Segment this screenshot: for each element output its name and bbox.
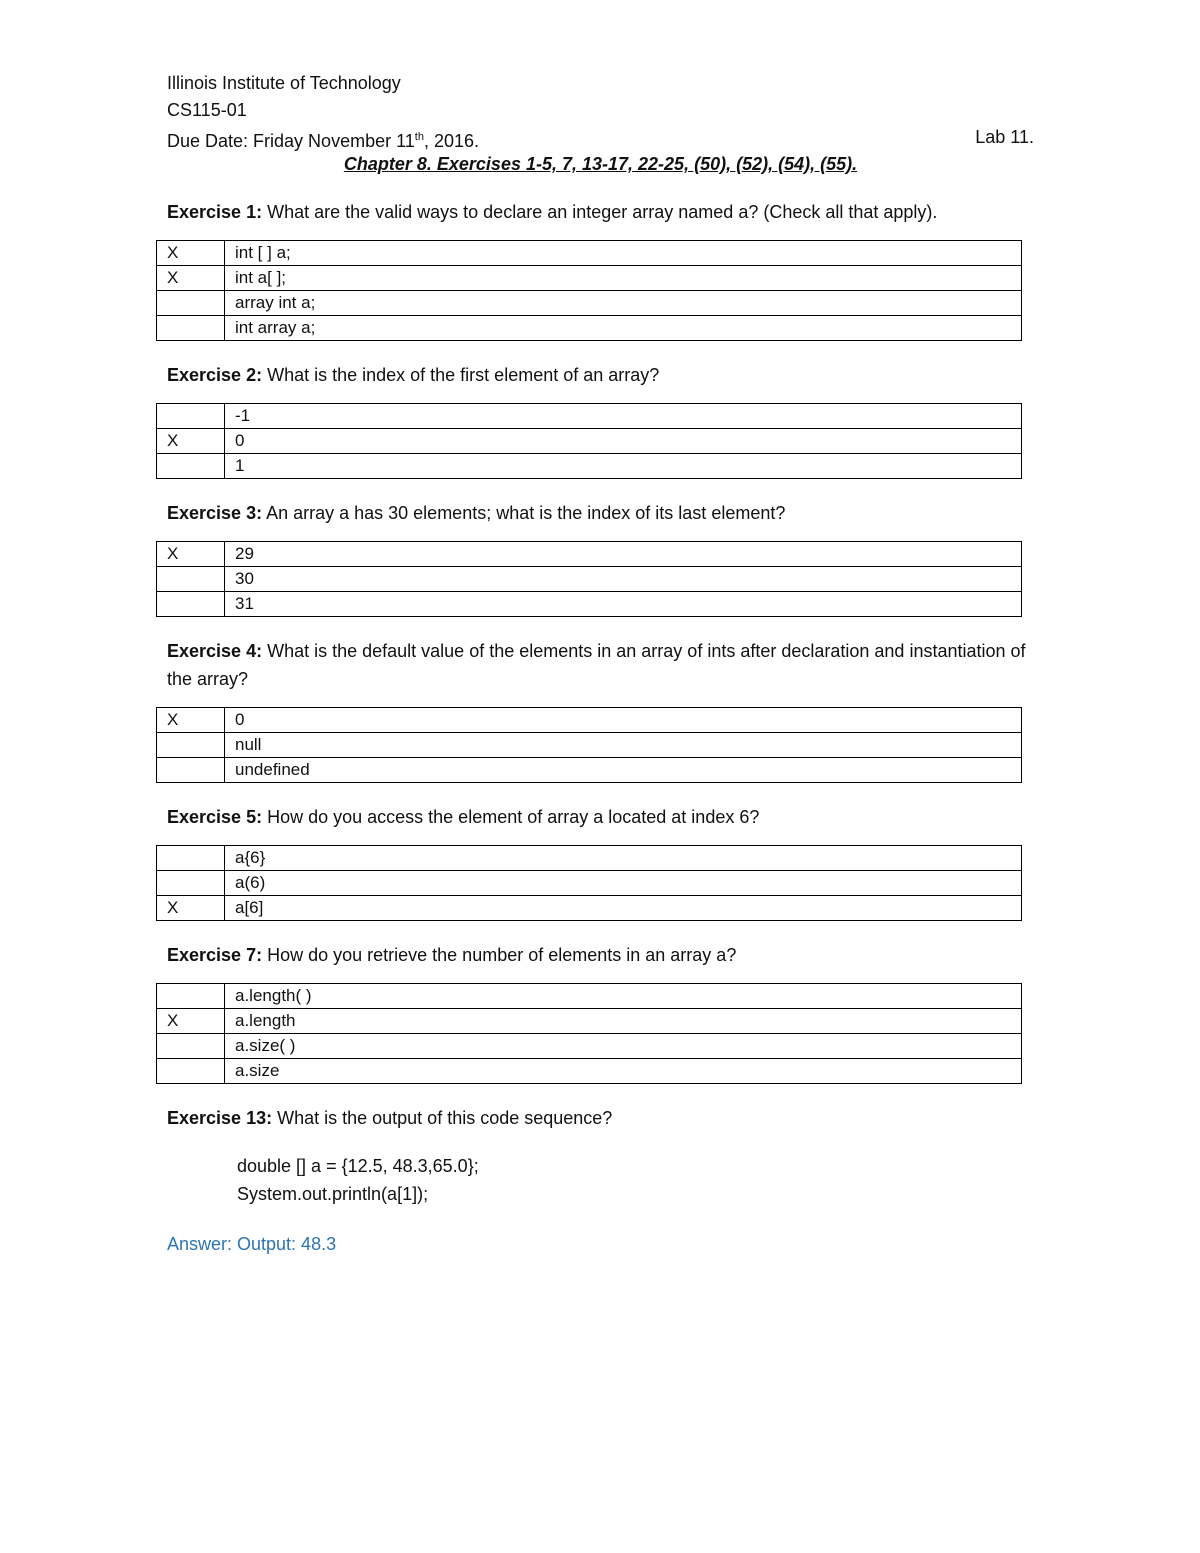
option-mark: X (157, 266, 225, 291)
option-mark (157, 291, 225, 316)
institution-name: Illinois Institute of Technology (167, 73, 401, 93)
option-row (157, 291, 1022, 316)
option-text: 31 (225, 592, 1022, 617)
exercise-label: Exercise 5: (167, 807, 263, 827)
option-mark: X (157, 896, 225, 921)
chapter-heading: Chapter 8. Exercises 1-5, 7, 13-17, 22-25, (50), (52), (54), (55). (343, 154, 858, 174)
option-mark (157, 404, 225, 429)
option-row (157, 984, 1022, 1009)
options-table (156, 845, 1022, 921)
exercise-question-block (167, 198, 1034, 226)
exercise-question-block (167, 803, 1034, 831)
due-date: Due Date: Friday November 11th, 2016. (167, 131, 480, 151)
option-mark (157, 846, 225, 871)
option-row (157, 542, 1022, 567)
option-text: a.size (225, 1059, 1022, 1084)
option-row (157, 896, 1022, 921)
course-code: CS115-01 (167, 100, 247, 120)
option-mark: X (157, 708, 225, 733)
option-mark (157, 871, 225, 896)
option-row (157, 567, 1022, 592)
option-text: 30 (225, 567, 1022, 592)
option-row (157, 1009, 1022, 1034)
exercise-question: What is the output of this code sequence? (272, 1108, 613, 1128)
option-row (157, 592, 1022, 617)
option-row (157, 241, 1022, 266)
option-mark (157, 567, 225, 592)
option-text: 0 (225, 708, 1022, 733)
option-row (157, 871, 1022, 896)
option-mark: X (157, 429, 225, 454)
lab-number: Lab 11. (975, 127, 1034, 147)
option-mark (157, 758, 225, 783)
option-row (157, 708, 1022, 733)
code-line: System.out.println(a[1]); (237, 1184, 429, 1204)
options-table (156, 707, 1022, 783)
exercise-list (167, 198, 1034, 1084)
exercise-label: Exercise 4: (167, 641, 263, 661)
option-mark: X (157, 542, 225, 567)
option-mark (157, 592, 225, 617)
exercise-label: Exercise 13: (167, 1108, 273, 1128)
exercise-question-block (167, 941, 1034, 969)
code-line: double [] a = {12.5, 48.3,65.0}; (237, 1156, 479, 1176)
option-row (157, 1034, 1022, 1059)
exercise-question: How do you access the element of array a located at index 6? (262, 807, 760, 827)
option-mark (157, 1034, 225, 1059)
options-table (156, 983, 1022, 1084)
option-text: int array a; (225, 316, 1022, 341)
exercise-label: Exercise 3: (167, 503, 263, 523)
option-text: a.length (225, 1009, 1022, 1034)
option-text: -1 (225, 404, 1022, 429)
option-row (157, 1059, 1022, 1084)
exercise-question: What are the valid ways to declare an integer array named a? (Check all that apply). (262, 202, 938, 222)
option-text: undefined (225, 758, 1022, 783)
exercise-question-block (167, 637, 1034, 693)
option-text: a(6) (225, 871, 1022, 896)
exercise-question-block (167, 499, 1034, 527)
exercise-label: Exercise 1: (167, 202, 263, 222)
option-text: a.length( ) (225, 984, 1022, 1009)
option-row (157, 454, 1022, 479)
options-table (156, 403, 1022, 479)
options-table (156, 240, 1022, 341)
exercise-question: How do you retrieve the number of elements in an array a? (262, 945, 737, 965)
option-text: int [ ] a; (225, 241, 1022, 266)
option-row (157, 733, 1022, 758)
option-row (157, 316, 1022, 341)
options-table (156, 541, 1022, 617)
option-row (157, 846, 1022, 871)
document-content (167, 70, 1034, 1258)
option-text: a[6] (225, 896, 1022, 921)
option-text: 29 (225, 542, 1022, 567)
option-text: null (225, 733, 1022, 758)
answer-text: Answer: Output: 48.3 (167, 1234, 337, 1254)
option-mark (157, 454, 225, 479)
option-mark (157, 1059, 225, 1084)
option-row (157, 758, 1022, 783)
option-mark: X (157, 1009, 225, 1034)
option-mark (157, 733, 225, 758)
option-text: a{6} (225, 846, 1022, 871)
due-date-line (167, 124, 1034, 151)
option-text: a.size( ) (225, 1034, 1022, 1059)
exercise-question: What is the index of the first element of an array? (262, 365, 660, 385)
code-block (237, 1152, 1034, 1208)
option-row (157, 266, 1022, 291)
option-text: array int a; (225, 291, 1022, 316)
option-row (157, 429, 1022, 454)
option-row (157, 404, 1022, 429)
exercise-question-block (167, 361, 1034, 389)
option-text: 0 (225, 429, 1022, 454)
option-text: int a[ ]; (225, 266, 1022, 291)
option-text: 1 (225, 454, 1022, 479)
exercise-question: What is the default value of the elements in an array of ints after declaration and instantiation of the array? (167, 641, 1026, 689)
option-mark: X (157, 241, 225, 266)
exercise-label: Exercise 2: (167, 365, 263, 385)
option-mark (157, 984, 225, 1009)
exercise-question: An array a has 30 elements; what is the index of its last element? (262, 503, 786, 523)
exercise-13-question (167, 1104, 1034, 1132)
exercise-label: Exercise 7: (167, 945, 263, 965)
option-mark (157, 316, 225, 341)
